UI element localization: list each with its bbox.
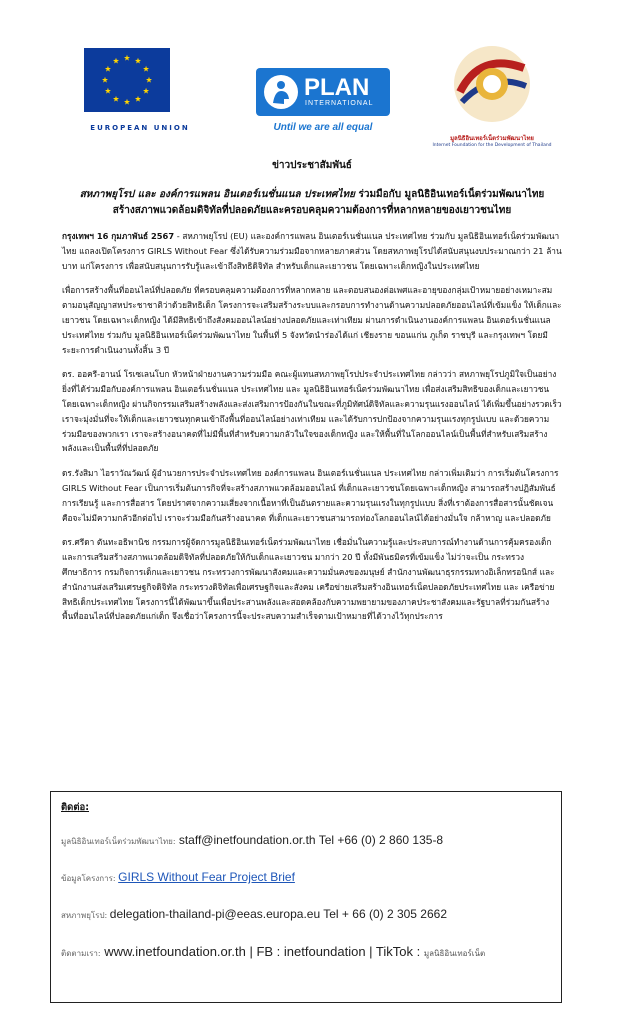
plan-logo-box [256,68,390,116]
inet-contact[interactable]: staff@inetfoundation.or.th Tel +66 (0) 2 860 135-8 [175,833,444,847]
eu-flag-icon [84,48,170,112]
contact-row-eu [61,907,551,922]
plan-sub: INTERNATIONAL [305,100,374,107]
follow-label: ติดตามเรา: [61,949,101,958]
paragraph-3: ดร. ออครี-อานน์ โรเซเลนโบก หัวหน้าฝ่ายงานความร่วมมือ คณะผู้แทนสหภาพยุโรปประจำประเทศไทย กล่าวว่า สหภาพยุโรปภูมิใจเป็นอย่างยิ่งที่ได้ร่วมมือกับองค์การแพลน อินเตอร์เนชั่นแนล ประเทศไทย และ มูลนิธิอินเทอร์เน็ตร่วมพัฒนาไทย เพื่อส่งเสริมสิทธิของเด็กและเยาวชน โดยเฉพาะเด็กหญิง ผ่านกิจกรรมเสริมสร้างพลังและส่งเสริมการป้องกันในขณะที่ภูมิทัศน์ดิจิทัลและความรุนแรงออนไลน์ ได้เพิ่มขึ้นอย่างรวดเร็ว เราจะมุ่งมั่นที่จะให้เด็กและเยาวชนทุกคนเข้าถึงพื้นที่ออนไลน์อย่างเท่าเทียม และได้รับการปกป้องจากความรุนแรงทุกรูปแบบ และด้วยความร่วมมือของพวกเรา เราจะสร้างอนาคตที่ไม่มีพื้นที่สำหรับความกลัวในใจของเด็กหญิง และให้พื้นที่ในโลกออนไลน์เป็นพื้นที่สำหรับเสริมสร้างพลังและเป็นพื้นที่ที่ปลอดภัย [62,369,562,454]
subtitle-rest: ร่วมมือกับ มูลนิธิอินเทอร์เน็ตร่วมพัฒนาไทย [354,189,545,200]
release-subtitle [62,187,562,219]
press-release-body [62,158,562,634]
paragraph-1 [62,229,562,273]
plan-person-icon [262,73,300,111]
inet-emblem-icon [450,42,534,126]
contact-row-project [61,870,551,885]
paragraph-5: ดร.ศรีดา ตันทะอธิพานิช กรรมการผู้จัดการมูลนิธิอินเทอร์เน็ตร่วมพัฒนาไทย เชื่อมั่นในความรู้และประสบการณ์ทำงานด้านการคุ้มครองเด็กและการเสริมสร้างสภาพแวดล้อมดิจิทัลที่ปลอดภัยให้กับเด็กและเยาวชน มากว่า 20 ปี ทั้งมีพันธมิตรที่เข้มแข็ง ไม่ว่าจะเป็น กระทรวงศึกษาธิการ กรมกิจการเด็กและเยาวชน กระทรวงการพัฒนาสังคมและความมั่นคงของมนุษย์ สำนักงานพัฒนาธุรกรรมทางอิเล็กทรอนิกส์ และสำนักงานส่งเสริมเศรษฐกิจดิจิทัล กระทรวงดิจิทัลเพื่อเศรษฐกิจและสังคม เครือข่ายเสริมสร้างอินเทอร์เน็ตปลอดภัยประเทศไทย และ เครือข่ายสิทธิเด็กประเทศไทย โครงการนี้ได้พัฒนาขึ้นเพื่อประสานพลังและสอดคล้องกับความพยายามของภาคประชาสังคมและรัฐบาลที่ร่วมกันสร้างพื้นที่ออนไลน์ที่ปลอดภัยแก่เด็ก จึงเชื่อว่าโครงการนี้จะประสบความสำเร็จตามเป้าหมายที่ได้วางไว้ทุกประการ [62,537,555,622]
project-label: ข้อมูลโครงการ: [61,874,119,883]
contact-row-follow [61,944,551,960]
contact-row-inet [61,833,551,848]
contact-box [50,791,562,1003]
plan-word: PLAN [304,74,370,101]
subtitle-line2: สร้างสภาพแวดล้อมดิจิทัลที่ปลอดภัยและครอบคลุมความต้องการที่หลากหลายของเยาวชนไทย [112,205,512,216]
inet-label: มูลนิธิอินเทอร์เน็ตร่วมพัฒนาไทย: [61,837,176,846]
paragraph-4: ดร.รังสิมา ไอราวัณวัฒน์ ผู้อำนวยการประจำประเทศไทย องค์การแพลน อินเตอร์เนชั่นแนล ประเทศไทย กล่าวเพิ่มเติมว่า การเริ่มต้นโครงการ GIRLS Without Fear เป็นการเริ่มต้นการกิจที่จะสร้างสภาพแวดล้อมออนไลน์ ที่เด็กและเยาวชนโดยเฉพาะเด็กหญิง สามารถสร้างปฏิสัมพันธ์ การเรียนรู้ และการสื่อสาร โดยปราศจากความเสี่ยงจากเนื้อหาที่เป็นอันตรายและความรุนแรงในทุกรูปแบบ สิ่งที่เราต้องการสื่อสารนั้นชัดเจน คือจะไม่มีความกลัวอีกต่อไป เราจะร่วมมือกันสร้างอนาคต ที่เด็กและเยาวชนสามารถท่องโลกออนไลน์ได้อย่างมั่นใจ กล้าหาญ และปลอดภัย [62,468,559,523]
contact-title: ติดต่อ: [61,802,90,813]
paragraph-1-text: - สหภาพยุโรป (EU) และองค์การแพลน อินเตอร์เนชั่นแนล ประเทศไทย ร่วมกับ มูลนิธิอินเทอร์เน็ตร่วมพัฒนาไทย แถลงเปิดโครงการ GIRLS Without Fear ซึ่งได้รับความร่วมมือจากหลายภาคส่วน โดยสหภาพยุโรปได้สนับสนุนงบประมาณกว่า 21 ล้านบาท แก่โครงการ เพื่อสนับสนุนการรับรู้และเข้าถึงสิทธิดิจิทัล สำหรับเด็กและเยาวชน โดยเฉพาะเด็กหญิงในประเทศไทย [62,231,562,271]
paragraph-2: เพื่อการสร้างพื้นที่ออนไลน์ที่ปลอดภัย ที่ครอบคลุมความต้องการที่หลากหลาย และตอบสนองต่อเพศและอายุของกลุ่มเป้าหมายอย่างเหมาะสม ตามอนุสัญญาสหประชาชาติว่าด้วยสิทธิเด็ก โครงการจะเสริมสร้างระบบและกรอบการทำงานด้านความปลอดภัยออนไลน์ที่เข้มแข็ง ให้เด็กและเยาวชน โดยเฉพาะเด็กหญิง ได้มีสิทธิเข้าถึงสังคมออนไลน์อย่างปลอดภัยและเท่าเทียม ผ่านการดำเนินงานองค์การแพลน อินเตอร์เนชั่นแนล ประเทศไทย ร่วมกับ มูลนิธิอินเทอร์เน็ตร่วมพัฒนาไทย ในพื้นที่ 5 จังหวัดนำร่องได้แก่ เชียงราย ขอนแก่น ภูเก็ต ราชบุรี และกรุงเทพฯ โดยมีระยะการดำเนินงานทั้งสิ้น 3 ปี [62,285,562,355]
inet-name-en: Internet Foundation for the Development of Thailand [432,143,552,148]
inet-name-th: มูลนิธิอินเทอร์เน็ตร่วมพัฒนาไทย [450,135,534,142]
follow-links[interactable]: www.inetfoundation.or.th | FB : inetfoundation | TikTok : [100,944,424,959]
eu-logo [84,48,196,132]
dateline: กรุงเทพฯ 16 กุมภาพันธ์ 2567 [62,231,175,241]
inet-logo [432,42,552,148]
plan-logo [248,68,398,133]
page-title: ข่าวประชาสัมพันธ์ [272,160,352,171]
eu-contact[interactable]: delegation-thailand-pi@eeas.europa.eu Tel + 66 (0) 2 305 2662 [109,907,448,921]
logo-header [0,30,618,150]
follow-tail: มูลนิธิอินเทอร์เน็ต [423,949,486,958]
subtitle-italic: สหภาพยุโรป และ องค์การแพลน อินเตอร์เนชั่นแนล ประเทศไทย [79,189,355,200]
eu-text: EUROPEAN UNION [90,124,190,132]
plan-tagline: Until we are all equal [273,122,373,133]
project-brief-link[interactable]: GIRLS Without Fear Project Brief [118,870,295,884]
eu-label: สหภาพยุโรป: [61,911,110,920]
